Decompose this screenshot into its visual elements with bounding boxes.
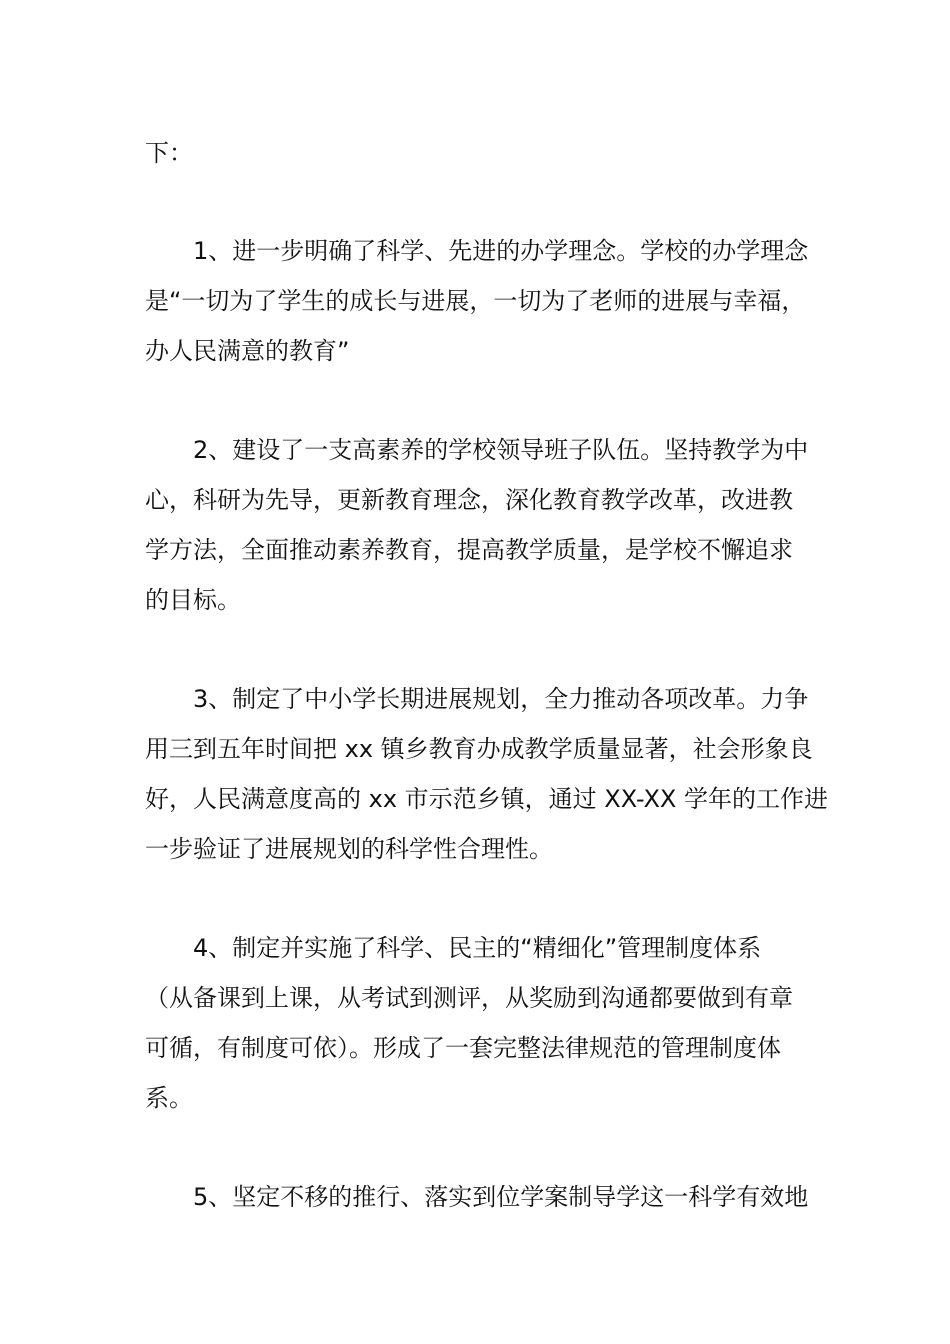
text-line: 心，科研为先导，更新教育理念，深化教育教学改革，改进教 — [145, 486, 793, 514]
text-line: 办人民满意的教育” — [145, 337, 350, 365]
paragraph-spacer — [145, 625, 825, 674]
paragraph-item-3 — [145, 674, 828, 874]
text-line: 学方法，全面推动素养教育，提高教学质量，是学校不懈追求 — [145, 536, 793, 564]
document-body — [145, 128, 828, 1222]
text-line: 5、坚定不移的推行、落实到位学案制导学这一科学有效地 — [193, 1183, 809, 1211]
paragraph-continuation — [145, 128, 825, 178]
text-line: 用三到五年时间把 xx 镇乡教育办成教学质量显著，社会形象良 — [145, 735, 813, 763]
text-line: 可循，有制度可依）。形成了一套完整法律规范的管理制度体 — [145, 1034, 781, 1062]
paragraph-item-1 — [145, 226, 825, 376]
text-line: 一步验证了进展规划的科学性合理性。 — [145, 835, 553, 863]
paragraph-spacer — [145, 874, 825, 923]
text-line: 系。 — [145, 1084, 193, 1112]
paragraph-item-4 — [145, 923, 825, 1123]
text-line: 4、制定并实施了科学、民主的“精细化”管理制度体系 — [193, 934, 762, 962]
text-line: 是“一切为了学生的成长与进展，一切为了老师的进展与幸福， — [145, 287, 806, 315]
text-line: （从备课到上课，从考试到测评，从奖励到沟通都要做到有章 — [145, 984, 793, 1012]
paragraph-spacer — [145, 1123, 825, 1172]
paragraph-spacer — [145, 178, 825, 226]
paragraph-item-2 — [145, 425, 825, 625]
text-line: 3、制定了中小学长期进展规划，全力推动各项改革。力争 — [193, 685, 809, 713]
text-line: 下： — [145, 139, 193, 167]
text-line: 1、进一步明确了科学、先进的办学理念。学校的办学理念 — [193, 237, 809, 265]
text-line: 的目标。 — [145, 586, 241, 614]
paragraph-spacer — [145, 376, 825, 425]
paragraph-item-5 — [145, 1172, 825, 1222]
text-line: 2、建设了一支高素养的学校领导班子队伍。坚持教学为中 — [193, 436, 809, 464]
text-line: 好，人民满意度高的 xx 市示范乡镇，通过 XX-XX 学年的工作进 — [145, 785, 828, 813]
